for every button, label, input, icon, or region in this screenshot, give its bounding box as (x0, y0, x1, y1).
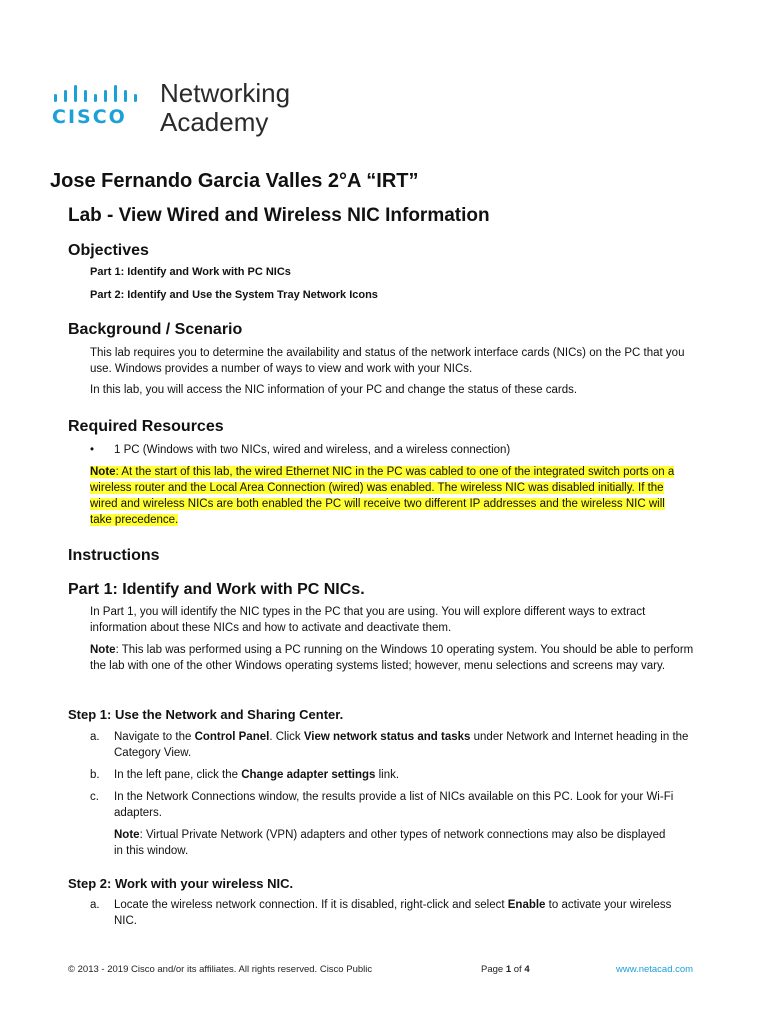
step1-item-a (90, 729, 690, 761)
part1-note (90, 642, 705, 674)
step1-item-b (90, 767, 690, 783)
part1-heading: Part 1: Identify and Work with PC NICs. (68, 581, 365, 598)
step1-item-c-text: In the Network Connections window, the results provide a list of NICs available on this PC. Look for your Wi-Fi adapters. (114, 791, 674, 819)
instructions-heading: Instructions (68, 547, 160, 564)
step1-heading: Step 1: Use the Network and Sharing Center. (68, 707, 344, 722)
cisco-wordmark: CISCO (52, 106, 127, 128)
objective-part1: Part 1: Identify and Work with PC NICs (90, 266, 291, 278)
resource-item (90, 442, 700, 458)
list-marker: a. (90, 899, 100, 911)
step2-item-a-text: Locate the wireless network connection. If it is disabled, right-click and select Enable to activate your wireless NIC. (114, 899, 672, 927)
logo-text-academy: Academy (160, 107, 269, 137)
resources-heading: Required Resources (68, 418, 224, 435)
objective-part2: Part 2: Identify and Use the System Tray Network Icons (90, 289, 378, 301)
list-marker: b. (90, 769, 100, 781)
footer-url[interactable] (616, 964, 693, 975)
step1-item-c-note (114, 827, 674, 859)
logo-text-networking: Networking (160, 78, 291, 108)
note-label: Note (90, 466, 116, 478)
step1-item-c (90, 789, 695, 821)
note-label: Note (90, 644, 116, 656)
step2-item-a (90, 897, 695, 929)
background-heading: Background / Scenario (68, 321, 243, 338)
step1-item-b-text: In the left pane, click the Change adapter settings link. (114, 769, 400, 781)
note-label: Note (114, 829, 140, 841)
resource-item-text: 1 PC (Windows with two NICs, wired and wireless, and a wireless connection) (114, 444, 511, 456)
background-paragraph-1: This lab requires you to determine the availability and status of the network interface cards (NICs) on the PC that you use. Windows provides a number of ways to view and work with your NICs. (90, 347, 685, 375)
objectives-heading: Objectives (68, 242, 149, 259)
note-text: : At the start of this lab, the wired Ethernet NIC in the PC was cabled to one of the integrated switch ports on a wireless router and the Local Area Connection (wired) was enabled. The wireless NIC was disabled initially. If the wired and wireless NICs are both enabled the PC will receive two different IP addresses and the wireless NIC will take precedence. (90, 466, 675, 526)
resources-note (90, 464, 685, 528)
part1-paragraph: In Part 1, you will identify the NIC types in the PC that you are using. You will explore different ways to extract information about these NICs and how to activate and deactivate them. (90, 606, 646, 634)
background-paragraph-2: In this lab, you will access the NIC information of your PC and change the status of these cards. (90, 384, 578, 396)
step2-heading: Step 2: Work with your wireless NIC. (68, 876, 294, 891)
bullet: • (90, 444, 95, 456)
note-text: : This lab was performed using a PC running on the Windows 10 operating system. You should be able to perform the lab with one of the other Windows operating systems listed; however, menu selections and screens may vary. (90, 644, 694, 672)
cisco-networking-academy-logo (52, 80, 302, 140)
author-line: Jose Fernando Garcia Valles 2°A “IRT” (50, 170, 419, 192)
cisco-bridge-bars-icon (52, 84, 148, 104)
footer-page-number: Page 1 of 4 (481, 964, 530, 975)
step1-item-a-text: Navigate to the Control Panel. Click View network status and tasks under Network and Internet heading in the Category View. (114, 731, 689, 759)
list-marker: c. (90, 791, 99, 803)
list-marker: a. (90, 731, 100, 743)
note-text: : Virtual Private Network (VPN) adapters and other types of network connections may also be displayed in this window. (114, 829, 666, 857)
footer-copyright: © 2013 - 2019 Cisco and/or its affiliates. All rights reserved. Cisco Public (68, 964, 373, 975)
lab-title: Lab - View Wired and Wireless NIC Information (68, 205, 490, 226)
netacad-link[interactable]: www.netacad.com (616, 964, 694, 975)
